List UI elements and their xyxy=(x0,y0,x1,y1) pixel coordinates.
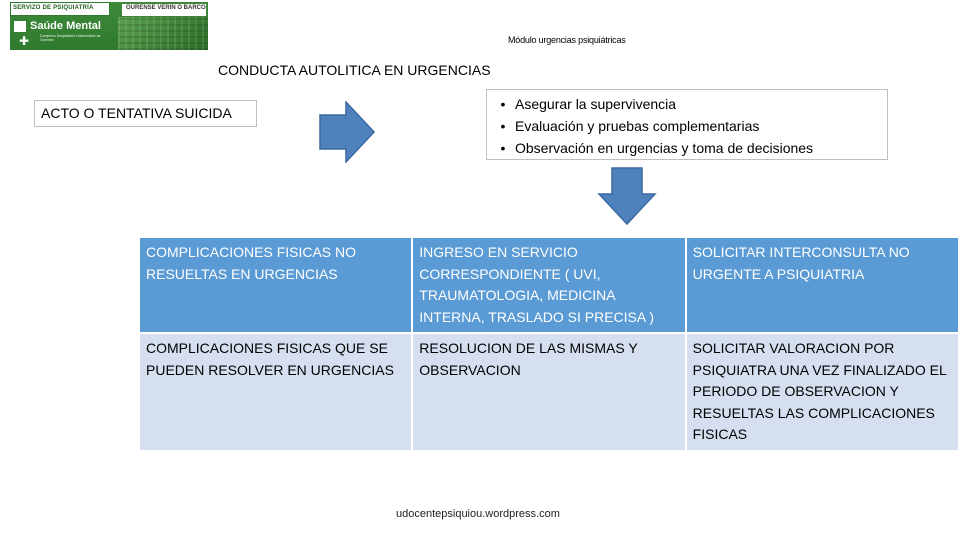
bullet: • xyxy=(500,118,506,134)
logo-locations-label: OURENSE VERIN O BARCO xyxy=(122,4,206,16)
list-item xyxy=(491,115,887,137)
logo-department-label: SERVIZO DE PSIQUIATRÍA xyxy=(10,2,110,16)
list-item xyxy=(491,137,887,159)
step-text: Evaluación y pruebas complementarias xyxy=(515,118,760,134)
down-arrow-icon xyxy=(597,166,657,226)
logo-square-icon xyxy=(14,21,26,32)
table-cell: RESOLUCION DE LAS MISMAS Y OBSERVACION xyxy=(413,334,684,450)
table-cell: SOLICITAR VALORACION POR PSIQUIATRA UNA VEZ FINALIZADO EL PERIODO DE OBSERVACION Y RESUELTAS LAS COMPLICACIONES FISICAS xyxy=(687,334,958,450)
saude-mental-logo xyxy=(10,2,208,50)
step-text: Asegurar la supervivencia xyxy=(515,96,677,112)
decision-table xyxy=(138,236,960,452)
module-title: Módulo urgencias psiquiátricas xyxy=(508,35,626,45)
table-row xyxy=(140,334,958,450)
logo-subtitle: Complexo Hospitalario Universitario de Ourense xyxy=(40,34,101,42)
right-arrow-icon xyxy=(318,101,376,163)
list-item xyxy=(491,93,887,115)
logo-brand-text: Saúde Mental xyxy=(30,20,101,32)
table-cell: COMPLICACIONES FISICAS QUE SE PUEDEN RESOLVER EN URGENCIAS xyxy=(140,334,411,450)
step-text: Observación en urgencias y toma de decisiones xyxy=(515,140,814,156)
table-cell: COMPLICACIONES FISICAS NO RESUELTAS EN URGENCIAS xyxy=(140,238,411,332)
logo-cross-icon: ✚ xyxy=(18,34,30,48)
initial-steps-box xyxy=(486,89,888,160)
page-title: CONDUCTA AUTOLITICA EN URGENCIAS xyxy=(218,62,491,78)
table-cell: INGRESO EN SERVICIO CORRESPONDIENTE ( UVI, TRAUMATOLOGIA, MEDICINA INTERNA, TRASLADO SI PRECISA ) xyxy=(413,238,684,332)
bullet: • xyxy=(500,96,506,112)
table-row xyxy=(140,238,958,332)
table-cell: SOLICITAR INTERCONSULTA NO URGENTE A PSIQUIATRIA xyxy=(687,238,958,332)
logo-texture xyxy=(118,17,208,50)
suicide-attempt-box: ACTO O TENTATIVA SUICIDA xyxy=(34,100,257,127)
bullet: • xyxy=(500,140,506,156)
footer-url: udocentepsiquiou.wordpress.com xyxy=(396,508,560,520)
logo-brand xyxy=(14,19,114,33)
